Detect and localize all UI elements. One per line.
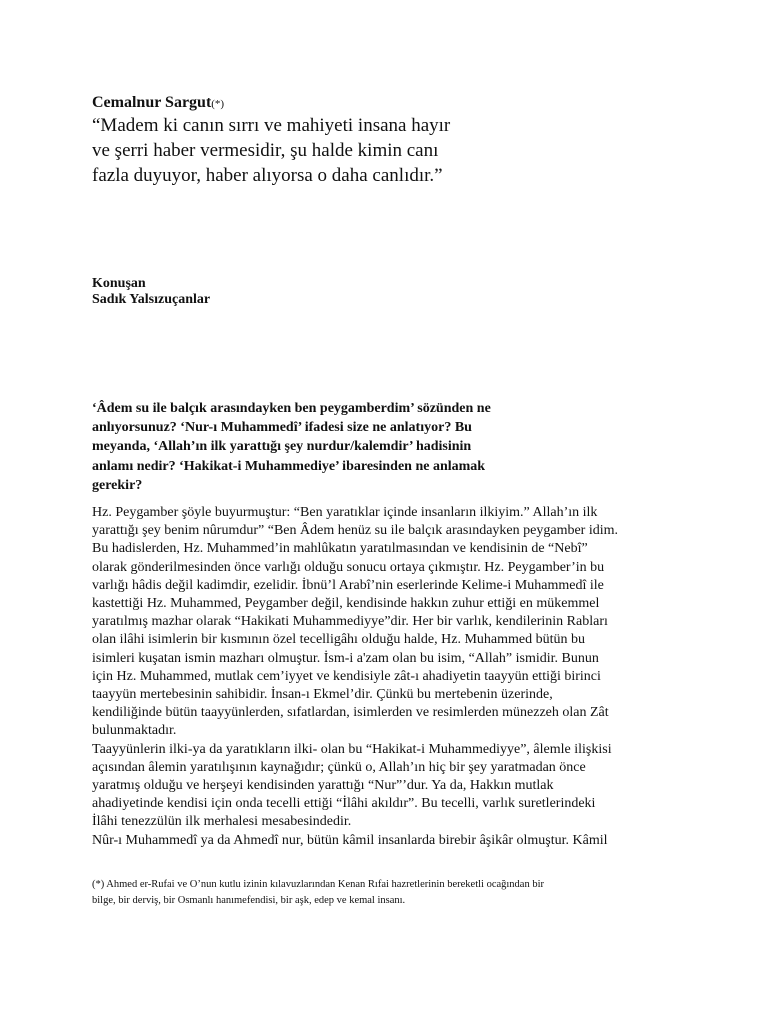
body-line: Hz. Peygamber şöyle buyurmuştur: “Ben yaratıklar içinde insanların ilkiyim.” Allah’ın ilk	[92, 505, 598, 520]
body-line: Bu hadislerden, Hz. Muhammed’in mahlûkatın yaratılmasından ve kendisinin de “Nebî”	[92, 541, 588, 557]
body-line: Taayyünlerin ilki-ya da yaratıkların ilki- olan bu “Hakikat-i Muhammediyye”, âlemle ilişkisi	[92, 741, 612, 757]
body-line: İlâhi tenezzülün ilk merhalesi mesabesindedir.	[92, 814, 352, 830]
question-line: anlıyorsunuz? ‘Nur-ı Muhammedî’ ifadesi size ne anlatıyor? Bu	[92, 420, 472, 436]
body-line: açısından âlemin yaratılışının kaynağıdır; çünkü o, Allah’ın hiç bir şey yaratmadan önce	[92, 759, 586, 775]
question-line: gerekir?	[92, 477, 143, 493]
body-line: olan ilâhi isimlerin bir kısmının özel tecelligâhı olduğu halde, Hz. Muhammed bütün bu	[92, 632, 586, 648]
author-line	[92, 94, 224, 113]
author-name: Cemalnur Sargut	[92, 94, 212, 111]
footnote	[92, 877, 672, 909]
speaker-block	[92, 276, 210, 308]
body-line: için Hz. Muhammed, mutlak cem’iyyet ve kendisiyle zât-ı ahadiyetin taayyün ettiği birinci	[92, 668, 601, 684]
footnote-line: bilge, bir derviş, bir Osmanlı hanımefendisi, bir aşk, edep ve kemal insanı.	[92, 895, 406, 906]
body-line: varlığı hâdis değil kadimdir, ezelidir. İbnü’l Arabî’nin eserlerinde Kelime-i Muhammedî ile	[92, 577, 604, 593]
epigraph-line: ve şerri haber vermesidir, şu halde kimin canı	[92, 140, 439, 161]
question-line: anlamı nedir? ‘Hakikat-i Muhammediye’ ibaresinden ne anlamak	[92, 458, 486, 474]
epigraph-quote	[92, 113, 522, 188]
speaker-name: Sadık Yalsızuçanlar	[92, 292, 211, 307]
body-line: yarattığı şey benim nûrumdur” “Ben Âdem henüz su ile balçık arasındayken peygamber idim.	[92, 523, 619, 539]
interview-question	[92, 399, 552, 495]
answer-body	[92, 504, 682, 850]
epigraph-line: fazla duyuyor, haber alıyorsa o daha canlıdır.”	[92, 165, 443, 186]
footnote-line: (*) Ahmed er-Rufai ve O’nun kutlu izinin kılavuzlarından Kenan Rıfai hazretlerinin bereketli ocağından bir	[92, 879, 545, 890]
body-line: yaratılmış mazhar olarak “Hakikati Muhammediyye”dir. Her bir varlık, kendilerinin Rabları	[92, 614, 608, 630]
body-line: yaratmış olduğu ve herşeyi kendisinden yarattığı “Nur”’dur. Ya da, Hakkın mutlak	[92, 778, 554, 794]
body-line: olarak gönderilmesinden önce varlığı olduğu sonucu ortaya çıkmıştır. Hz. Peygamber’in bu	[92, 559, 605, 575]
speaker-label: Konuşan	[92, 276, 146, 291]
body-line: Nûr-ı Muhammedî ya da Ahmedî nur, bütün kâmil insanlarda birebir âşikâr olmuştur. Kâmil	[92, 832, 608, 848]
body-line: isimleri kuşatan ismin mazharı olmuştur. İsm-i a'zam olan bu isim, “Allah” ismidir. Bunun	[92, 650, 599, 666]
question-line: meyanda, ‘Allah’ın ilk yarattığı şey nurdur/kalemdir’ hadisinin	[92, 439, 472, 455]
epigraph-line: “Madem ki canın sırrı ve mahiyeti insana hayır	[92, 115, 451, 136]
body-line: bulunmaktadır.	[92, 723, 177, 739]
question-line: ‘Âdem su ile balçık arasındayken ben peygamberdim’ sözünden ne	[92, 401, 491, 416]
body-line: taayyün mertebesinin sahibidir. İnsan-ı Ekmel’dir. Çünkü bu mertebenin üzerinde,	[92, 687, 553, 703]
body-line: kastettiği Hz. Muhammed, Peygamber değil, kendisinde hakkın zuhur ettiği en mükemmel	[92, 596, 600, 612]
footnote-marker: (*)	[211, 98, 225, 110]
body-line: kendiliğinde bütün taayyünlerden, sıfatlardan, isimlerden ve resimlerden münezzeh olan Zât	[92, 705, 609, 721]
body-line: ahadiyetinde kendisi için onda tecelli ettiği “İlâhi akıldır”. Bu tecelli, varlık suretlerindeki	[92, 796, 596, 812]
